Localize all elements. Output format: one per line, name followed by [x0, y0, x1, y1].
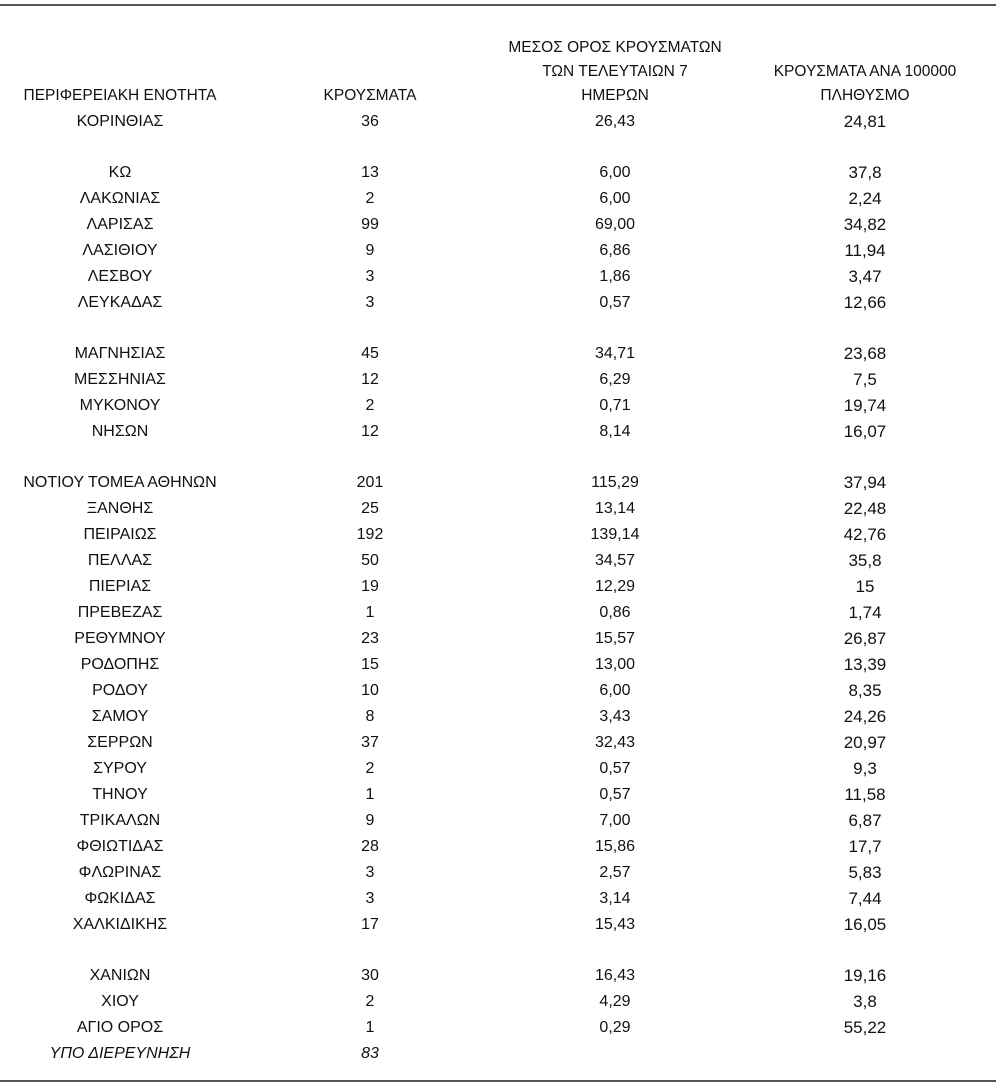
cell-cases-per-100k: 22,48 [843, 499, 887, 518]
cell-cases: 2 [365, 397, 375, 414]
cell-region: ΦΩΚΙΔΑΣ [84, 890, 156, 907]
cell-avg-7-days: 139,14 [590, 526, 640, 543]
cell-cases-per-100k: 24,26 [843, 707, 887, 726]
cell-cases-per-100k: 42,76 [843, 525, 887, 544]
table-row [0, 626, 1000, 652]
table-row [0, 264, 1000, 290]
cell-cases-per-100k: 26,87 [843, 629, 887, 648]
table-row [0, 886, 1000, 912]
table-row [0, 574, 1000, 600]
table-row [0, 212, 1000, 238]
cell-region: ΛΑΣΙΘΙΟΥ [82, 242, 158, 259]
cell-cases-per-100k: 3,47 [848, 267, 882, 286]
table-row [0, 652, 1000, 678]
cell-avg-7-days: 7,00 [599, 812, 631, 829]
cell-region: ΤΗΝΟΥ [92, 786, 148, 803]
cell-region: ΑΓΙΟ ΟΡΟΣ [76, 1019, 164, 1036]
cell-cases-per-100k: 2,24 [848, 189, 882, 208]
table-body [0, 109, 1000, 1067]
cell-avg-7-days: 3,14 [599, 890, 631, 907]
cell-avg-7-days: 69,00 [594, 216, 636, 233]
cell-cases: 8 [365, 708, 375, 725]
cell-cases: 83 [361, 1045, 379, 1062]
cell-cases: 2 [365, 190, 375, 207]
table-row [0, 290, 1000, 316]
cell-cases-per-100k: 24,81 [843, 112, 887, 131]
cell-avg-7-days: 0,86 [599, 604, 631, 621]
table-row [0, 548, 1000, 574]
cell-cases-per-100k: 9,3 [853, 759, 877, 778]
cell-cases: 3 [365, 890, 375, 907]
cell-avg-7-days: 4,29 [599, 993, 631, 1010]
cell-cases: 2 [365, 760, 375, 777]
table-row [0, 756, 1000, 782]
table-row [0, 1015, 1000, 1041]
header-avg-line: ΤΩΝ ΤΕΛΕΥΤΑΙΩΝ 7 [542, 63, 688, 80]
cell-cases: 9 [365, 242, 375, 259]
cell-cases: 3 [365, 268, 375, 285]
cell-cases-per-100k: 16,07 [843, 422, 887, 441]
cell-cases: 10 [361, 682, 379, 699]
cell-cases: 19 [361, 578, 379, 595]
cell-avg-7-days: 13,14 [594, 500, 636, 517]
cell-cases-per-100k: 11,58 [844, 785, 886, 804]
table-row [0, 393, 1000, 419]
cell-avg-7-days: 3,43 [599, 708, 631, 725]
cell-avg-7-days: 13,00 [594, 656, 636, 673]
cell-cases-per-100k: 11,94 [844, 241, 886, 260]
table-row [0, 678, 1000, 704]
table-row [0, 522, 1000, 548]
cell-cases-per-100k: 6,87 [848, 811, 882, 830]
cell-region: ΛΑΡΙΣΑΣ [86, 216, 154, 233]
cell-avg-7-days: 26,43 [594, 113, 636, 130]
cell-cases-per-100k: 55,22 [843, 1018, 887, 1037]
row-spacer [0, 316, 1000, 341]
cell-avg-7-days: 12,29 [594, 578, 636, 595]
table-row [0, 238, 1000, 264]
cell-region: ΣΕΡΡΩΝ [87, 734, 153, 751]
table-row [0, 782, 1000, 808]
top-rule [0, 4, 996, 6]
header-region: ΠΕΡΙΦΕΡΕΙΑΚΗ ΕΝΟΤΗΤΑ [23, 87, 217, 104]
cell-region: ΡΟΔΟΥ [92, 682, 148, 699]
table-row [0, 367, 1000, 393]
cell-cases-per-100k: 3,8 [853, 992, 877, 1011]
cell-avg-7-days: 0,71 [599, 397, 631, 414]
cell-region: ΠΕΛΛΑΣ [87, 552, 153, 569]
cell-cases: 9 [365, 812, 375, 829]
cell-cases-per-100k: 5,83 [848, 863, 882, 882]
cell-region: ΜΥΚΟΝΟΥ [79, 397, 161, 414]
cell-cases: 12 [361, 423, 379, 440]
row-spacer [0, 135, 1000, 160]
cell-region: ΝΗΣΩΝ [91, 423, 149, 440]
cell-cases: 50 [361, 552, 379, 569]
cell-region: ΦΘΙΩΤΙΔΑΣ [76, 838, 164, 855]
cell-region: ΚΩ [108, 164, 132, 181]
header-cases: ΚΡΟΥΣΜΑΤΑ [323, 87, 417, 104]
cell-cases: 1 [365, 786, 375, 803]
cell-region: ΛΕΥΚΑΔΑΣ [77, 294, 163, 311]
cell-region: ΧΑΝΙΩΝ [89, 967, 151, 984]
table-row [0, 808, 1000, 834]
cell-region: ΦΛΩΡΙΝΑΣ [78, 864, 162, 881]
cell-cases: 13 [361, 164, 379, 181]
cell-avg-7-days: 8,14 [599, 423, 631, 440]
cell-avg-7-days: 0,57 [599, 294, 631, 311]
table-row [0, 109, 1000, 135]
cell-cases: 23 [361, 630, 379, 647]
table-row [0, 186, 1000, 212]
cell-cases-per-100k: 35,8 [848, 551, 882, 570]
cell-cases-per-100k: 7,5 [853, 370, 877, 389]
cell-region: ΥΠΟ ΔΙΕΡΕΥΝΗΣΗ [49, 1045, 191, 1062]
cell-region: ΧΑΛΚΙΔΙΚΗΣ [72, 916, 168, 933]
cell-cases: 15 [361, 656, 379, 673]
cell-cases-per-100k: 17,7 [848, 837, 882, 856]
cell-region: ΠΕΙΡΑΙΩΣ [83, 526, 157, 543]
cell-cases: 2 [365, 993, 375, 1010]
cell-cases: 17 [361, 916, 379, 933]
table-row [0, 704, 1000, 730]
cell-cases-per-100k: 37,8 [848, 163, 882, 182]
table-row [0, 912, 1000, 938]
cell-avg-7-days: 15,57 [594, 630, 636, 647]
cell-cases-per-100k: 19,74 [843, 396, 887, 415]
table-row [0, 341, 1000, 367]
cell-cases-per-100k: 8,35 [848, 681, 882, 700]
cell-region: ΚΟΡΙΝΘΙΑΣ [76, 113, 164, 130]
cell-cases-per-100k: 15 [855, 577, 875, 596]
cell-region: ΠΙΕΡΙΑΣ [88, 578, 152, 595]
cell-cases: 28 [361, 838, 379, 855]
cell-region: ΣΥΡΟΥ [93, 760, 147, 777]
cell-cases-per-100k: 7,44 [848, 889, 882, 908]
table-row [0, 989, 1000, 1015]
cell-avg-7-days: 0,57 [599, 786, 631, 803]
table-header [0, 30, 1000, 110]
cell-cases: 3 [365, 294, 375, 311]
cell-cases: 192 [356, 526, 384, 543]
cell-avg-7-days: 16,43 [594, 967, 636, 984]
table-row [0, 600, 1000, 626]
cell-cases-per-100k: 1,74 [848, 603, 882, 622]
cell-cases-per-100k: 12,66 [843, 293, 887, 312]
cell-cases: 1 [365, 604, 375, 621]
table-row [0, 730, 1000, 756]
cell-cases-per-100k: 16,05 [843, 915, 887, 934]
cell-cases-per-100k: 19,16 [843, 966, 887, 985]
header-avg-line: ΗΜΕΡΩΝ [581, 87, 649, 104]
row-spacer [0, 938, 1000, 963]
cell-cases-per-100k: 20,97 [843, 733, 887, 752]
cell-cases-per-100k: 34,82 [843, 215, 887, 234]
cell-region: ΛΕΣΒΟΥ [87, 268, 153, 285]
cell-avg-7-days: 6,00 [599, 682, 631, 699]
cell-avg-7-days: 6,29 [599, 371, 631, 388]
cell-cases: 30 [361, 967, 379, 984]
cell-cases-per-100k: 37,94 [843, 473, 887, 492]
cell-cases-per-100k: 23,68 [843, 344, 887, 363]
header-cases-per-100k [700, 60, 1000, 108]
cell-region: ΜΑΓΝΗΣΙΑΣ [74, 345, 166, 362]
cell-region: ΝΟΤΙΟΥ ΤΟΜΕΑ ΑΘΗΝΩΝ [23, 474, 217, 491]
cell-cases: 1 [365, 1019, 375, 1036]
table-row [0, 160, 1000, 186]
table-row [0, 419, 1000, 445]
cell-avg-7-days: 1,86 [599, 268, 631, 285]
cell-avg-7-days: 2,57 [599, 864, 631, 881]
cell-avg-7-days: 34,71 [594, 345, 636, 362]
table-row [0, 1041, 1000, 1067]
cell-cases: 3 [365, 864, 375, 881]
header-per-line: ΚΡΟΥΣΜΑΤΑ ΑΝΑ 100000 [773, 63, 957, 80]
cell-region: ΜΕΣΣΗΝΙΑΣ [74, 371, 166, 388]
cell-cases: 25 [361, 500, 379, 517]
cell-avg-7-days: 34,57 [594, 552, 636, 569]
cell-cases: 45 [361, 345, 379, 362]
cell-cases-per-100k: 13,39 [843, 655, 887, 674]
cell-cases: 201 [356, 474, 384, 491]
cell-avg-7-days: 6,00 [599, 164, 631, 181]
row-spacer [0, 445, 1000, 470]
cell-region: ΡΟΔΟΠΗΣ [80, 656, 160, 673]
cell-avg-7-days: 15,86 [594, 838, 636, 855]
cell-avg-7-days: 15,43 [594, 916, 636, 933]
cell-region: ΣΑΜΟΥ [91, 708, 149, 725]
cell-avg-7-days: 32,43 [594, 734, 636, 751]
cell-cases: 12 [361, 371, 379, 388]
table-row [0, 860, 1000, 886]
cell-cases: 36 [361, 113, 379, 130]
header-avg-line: ΜΕΣΟΣ ΟΡΟΣ ΚΡΟΥΣΜΑΤΩΝ [508, 39, 722, 56]
table-row [0, 470, 1000, 496]
cell-cases: 37 [361, 734, 379, 751]
table-row [0, 496, 1000, 522]
header-per-line: ΠΛΗΘΥΣΜΟ [820, 87, 910, 104]
bottom-rule [0, 1080, 996, 1082]
table-row [0, 963, 1000, 989]
cell-avg-7-days: 6,00 [599, 190, 631, 207]
cell-avg-7-days: 0,57 [599, 760, 631, 777]
cell-cases: 99 [361, 216, 379, 233]
cell-avg-7-days: 6,86 [599, 242, 631, 259]
cell-region: ΞΑΝΘΗΣ [86, 500, 154, 517]
cell-avg-7-days: 0,29 [599, 1019, 631, 1036]
table-row [0, 834, 1000, 860]
cell-region: ΤΡΙΚΑΛΩΝ [79, 812, 161, 829]
cell-region: ΛΑΚΩΝΙΑΣ [79, 190, 161, 207]
cell-region: ΡΕΘΥΜΝΟΥ [74, 630, 166, 647]
cell-region: ΠΡΕΒΕΖΑΣ [77, 604, 163, 621]
cell-avg-7-days: 115,29 [591, 474, 639, 491]
cell-region: ΧΙΟΥ [101, 993, 139, 1010]
